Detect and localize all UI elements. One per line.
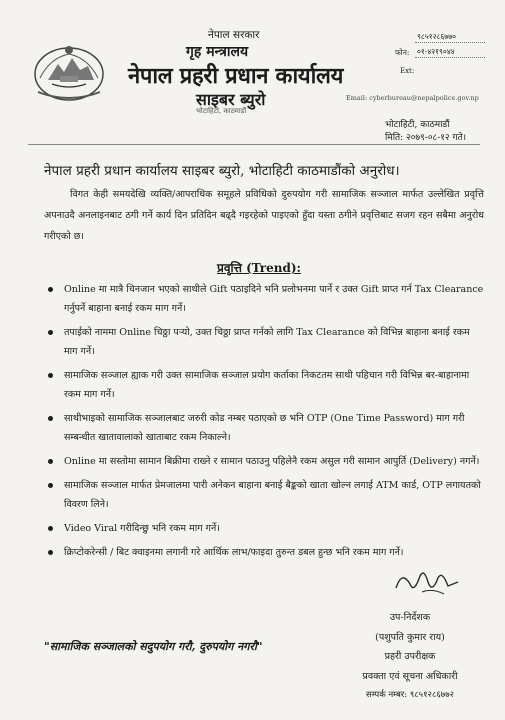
phone-label: फोन: [395, 47, 410, 57]
ext-label: Ext: [400, 67, 415, 75]
phone-number-2: ०१-४२१९०४४ [415, 47, 485, 58]
list-item: Video Viral गरीदिन्छु भनि रकम माग गर्ने। [44, 519, 484, 538]
office-title: नेपाल प्रहरी प्रधान कार्यालय [128, 63, 344, 89]
signatory-title: उप-निर्देशक [389, 612, 431, 623]
list-item: सामाजिक सञ्जाल मार्फत प्रेमजालमा पारी अनेकन बाहाना बनाई बैङ्कको खाता खोल्न लगाई ATM कार्ड, OTP लगायतको विवरण लिने। [44, 476, 484, 514]
letter-place: भोटाहिटी, काठमाडौं [385, 120, 450, 130]
header-divider [28, 144, 480, 145]
signatory-role: प्रवक्ता एवं सूचना अधिकारी [362, 670, 458, 682]
intro-paragraph: विगत केही समयदेखि व्यक्ति/आपराधिक समूहले प्रविधिको दुरुपयोग गरी सामाजिक सञ्जाल मार्फत उल्लेखित प्रवृत्ति अपनाउदै अनलाइनबाट ठगी गर्ने कार्य दिन प्रतिदिन बढ्दै गइरहेको पाइएको हुँदा यस्ता ठगीने प्रवृत्तिबाट सजग रहन सबैमा अनुरोध गरीएको छ। [44, 189, 484, 242]
contact-number: सम्पर्क नम्बर: ९८५१२८६७७२ [365, 690, 455, 700]
unit-title: साइबर ब्युरो [196, 90, 266, 109]
list-item: सामाजिक सञ्जाल ह्याक गरी उक्त सामाजिक सञ्जाल प्रयोग कर्ताका निकटतम साथी पहिचान गरी विभिन्न बर-बाहानामा रकम माग गर्ने। [44, 366, 484, 404]
list-item: Online मा मात्रै चिनजान भएको साथीले Gift पठाइदिने भनि प्रलोभनमा पार्ने र उक्त Gift प्राप्त गर्न Tax Clearance गर्नुपर्ने बाहाना बनाई रकम माग गर्ने। [44, 280, 484, 318]
signature-icon [392, 566, 462, 600]
list-item: Online मा सस्तोमा सामान बिक्रीमा राख्ने र सामान पठाउनु पहिलेनै रकम असुल गरी सामान आपुर्ति (Delivery) नगर्ने। [44, 452, 484, 471]
phone-number-1: ९८५१२८६७७० [415, 32, 485, 43]
list-item: तपाईको नाममा Online चिठ्ठा पर्‍यो, उक्त चिठ्ठा प्राप्त गर्नको लागि Tax Clearance को विभिन्न बाहाना बनाई रकम माग गर्ने। [44, 323, 484, 361]
signatory-name: (पशुपति कुमार राय) [375, 631, 445, 643]
header-address: भोटाहिटी, काठमाडौं [196, 107, 247, 115]
trend-title: प्रवृत्ति (Trend): [217, 261, 301, 275]
phone-line-2 [395, 47, 485, 58]
notice-heading: नेपाल प्रहरी प्रधान कार्यालय साइबर ब्युरो, भोटाहिटी काठमाडौंको अनुरोध। [44, 163, 400, 179]
phone-line-1 [395, 32, 485, 43]
contact-block [395, 32, 485, 62]
signatory-rank: प्रहरी उपरीक्षक [384, 651, 436, 662]
letter-date: मिति: २०७९-०८-१२ गते। [385, 133, 467, 143]
list-item: साथीभाइको सामाजिक सञ्जालबाट जरुरी कोड नम्बर पठाएको छ भनि OTP (One Time Password) माग गरी सम्बन्धीत खातावालाको खाताबाट रकम निकाल्ने। [44, 409, 484, 447]
list-item: क्रिप्टोकरेन्सी / बिट क्वाइनमा लगानी गरे आर्थिक लाभ/फाइदा तुरुन्त डबल हुन्छ भनि रकम माग गर्ने। [44, 543, 484, 562]
nepal-emblem-icon [30, 38, 108, 106]
ministry-label: गृह मन्त्रालय [186, 44, 249, 60]
signatory-block [340, 608, 480, 706]
slogan: "सामाजिक सञ्जालको सदुपयोग गरौ, दुरुपयोग नगरौ" [44, 640, 263, 653]
trend-list [44, 280, 484, 567]
government-label: नेपाल सरकार [208, 29, 260, 41]
email-address: Email: cyberbureau@nepalpolice.gov.np [346, 94, 479, 102]
